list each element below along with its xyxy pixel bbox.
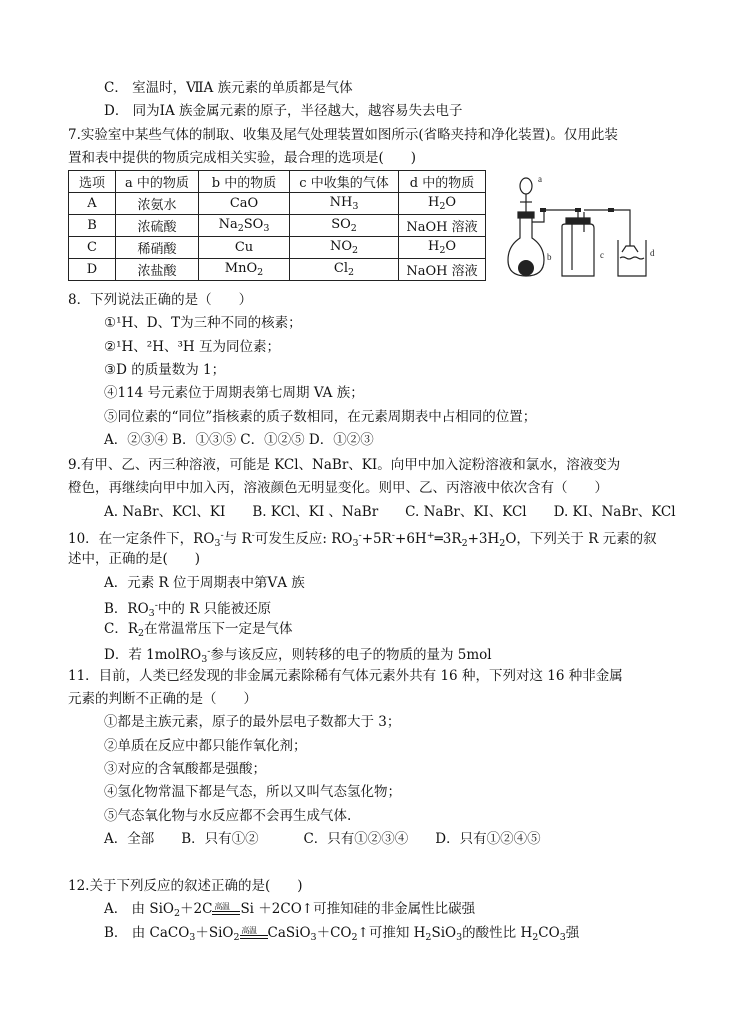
header-cell: b 中的物质 — [199, 171, 290, 193]
q11-statement-2: ②单质在反应中都只能作氧化剂； — [104, 738, 307, 754]
table-cell: $SO_2$ — [290, 215, 399, 237]
header-cell: d 中的物质 — [399, 171, 486, 193]
q9-stem-line1: 9.有甲、乙、丙三种溶液，可能是 KCl、NaBr、KI。向甲中加入淀粉溶液和氯水，溶液变为 — [68, 457, 621, 473]
header-cell: a 中的物质 — [116, 171, 199, 193]
table-cell: 稀硝酸 — [116, 237, 199, 259]
gas-apparatus-diagram — [500, 172, 690, 287]
q7-options-table — [68, 170, 486, 281]
table-cell: $Na_2SO_3$ — [199, 215, 290, 237]
table-cell: MnO$_2$ — [199, 259, 290, 281]
label-c: c — [600, 250, 604, 260]
q6-option-c: C． 室温时，ⅦA 族元素的单质都是气体 — [104, 80, 353, 96]
table-cell: 浓氨水 — [116, 193, 199, 215]
q9-stem-line2: 橙色，再继续向甲中加入丙，溶液颜色无明显变化。则甲、乙、丙溶液中依次含有（ ） — [68, 480, 608, 496]
q11-statement-4: ④氢化物常温下都是气态，所以又叫气态氢化物； — [104, 784, 401, 800]
header-cell: 选项 — [69, 171, 116, 193]
q12-option-b: B． 由 CaCO$_3$＋SiO$_2$ 高温 $CaSiO_3+CO_2↑$可推知 $H_2SiO_3$的酸性比 $H_2CO_3$强 — [104, 925, 580, 943]
q6-option-d: D． 同为ⅠA 族金属元素的原子，半径越大，越容易失去电子 — [104, 103, 463, 119]
q11-statement-1: ①都是主族元素，原子的最外层电子数都大于 3； — [104, 714, 401, 730]
table-row — [69, 193, 486, 215]
high-temp-condition: 高温 — [212, 900, 240, 918]
q11-options: A．全部 B．只有①② C．只有①②③④ D．只有①②④⑤ — [104, 831, 541, 847]
q9-options: A. NaBr、KCl、KI B. KCl、KI 、NaBr C. NaBr、KI、KCl D. KI、NaBr、KCl — [104, 504, 676, 520]
q8-statement-5: ⑤同位素的“同位”指核素的质子数相同，在元素周期表中占相同的位置； — [104, 409, 537, 425]
table-cell: 浓硫酸 — [116, 215, 199, 237]
q12-stem: 12.关于下列反应的叙述正确的是( ) — [68, 878, 303, 894]
table-cell: $Cl_2$ — [290, 259, 399, 281]
q7-stem-line1: 7.实验室中某些气体的制取、收集及尾气处理装置如图所示(省略夹持和净化装置)。仅用此装 — [68, 127, 618, 143]
q8-options: A．②③④ B．①③⑤ C．①②⑤ D．①②③ — [104, 432, 374, 448]
q10-option-b: B．$RO_3^-$中的 R 只能被还原 — [104, 600, 272, 619]
table-cell: $NO_2$ — [290, 237, 399, 259]
q11-statement-3: ③对应的含氧酸都是强酸； — [104, 761, 266, 777]
q8-stem: 8．下列说法正确的是（ ） — [68, 292, 253, 308]
q8-statement-2: ②¹H、²H、³H 互为同位素； — [104, 339, 280, 355]
q11-statement-5: ⑤气态氧化物与水反应都不会再生成气体. — [104, 808, 352, 824]
collection-bottle — [562, 224, 594, 276]
q7-stem-line2: 置和表中提供的物质完成相关实验，最合理的选项是( ) — [68, 150, 417, 166]
table-row — [69, 215, 486, 237]
q10-option-c: C．$R_2$在常温常压下一定是气体 — [104, 621, 293, 639]
label-d: d — [650, 248, 655, 258]
table-cell: D — [69, 259, 116, 281]
table-cell: NaOH 溶液 — [399, 215, 486, 237]
q12-option-a: A． 由 SiO$_2$＋2C 高温 Si ＋2CO↑可推知硅的非金属性比碳强 — [104, 901, 476, 919]
table-row — [69, 259, 486, 281]
table-cell: $H_2O$ — [399, 193, 486, 215]
high-temp-condition: 高温 — [240, 924, 268, 942]
q8-statement-4: ④114 号元素位于周期表第七周期 VA 族； — [104, 385, 364, 401]
table-cell: C — [69, 237, 116, 259]
table-cell: 浓盐酸 — [116, 259, 199, 281]
q8-statement-1: ①¹H、D、T为三种不同的核素； — [104, 315, 302, 331]
table-cell: A — [69, 193, 116, 215]
q10-option-a: A．元素 R 位于周期表中第ⅤA 族 — [104, 575, 305, 591]
q10-stem-line1: 10．在一定条件下，$RO_3^-$与 R-可发生反应: $RO_3^-+5R^-+6H^+═3R_2+3H_2O$，下列关于 R 元素的叙 — [68, 530, 657, 549]
q10-option-d: D．若 1molRO$_3$-参与该反应，则转移的电子的物质的量为 5mol — [104, 646, 492, 665]
header-cell: c 中收集的气体 — [290, 171, 399, 193]
table-cell: NaOH 溶液 — [399, 259, 486, 281]
q10-stem-line2: 述中，正确的是( ) — [68, 551, 201, 567]
label-a: a — [538, 174, 542, 184]
q8-statement-3: ③D 的质量数为 1； — [104, 362, 226, 378]
table-cell: $H_2O$ — [399, 237, 486, 259]
table-header-row — [69, 171, 486, 193]
q11-stem-line2: 元素的判断不正确的是（ ） — [68, 691, 257, 707]
table-cell: Cu — [199, 237, 290, 259]
reactant-in-flask — [518, 260, 534, 276]
table-cell: B — [69, 215, 116, 237]
table-row — [69, 237, 486, 259]
table-cell: CaO — [199, 193, 290, 215]
q11-stem-line1: 11．目前，人类已经发现的非金属元素除稀有气体元素外共有 16 种，下列对这 16 种非金属 — [68, 668, 623, 684]
separatory-funnel — [520, 178, 532, 194]
table-cell: $NH_3$ — [290, 193, 399, 215]
label-b: b — [547, 252, 552, 262]
